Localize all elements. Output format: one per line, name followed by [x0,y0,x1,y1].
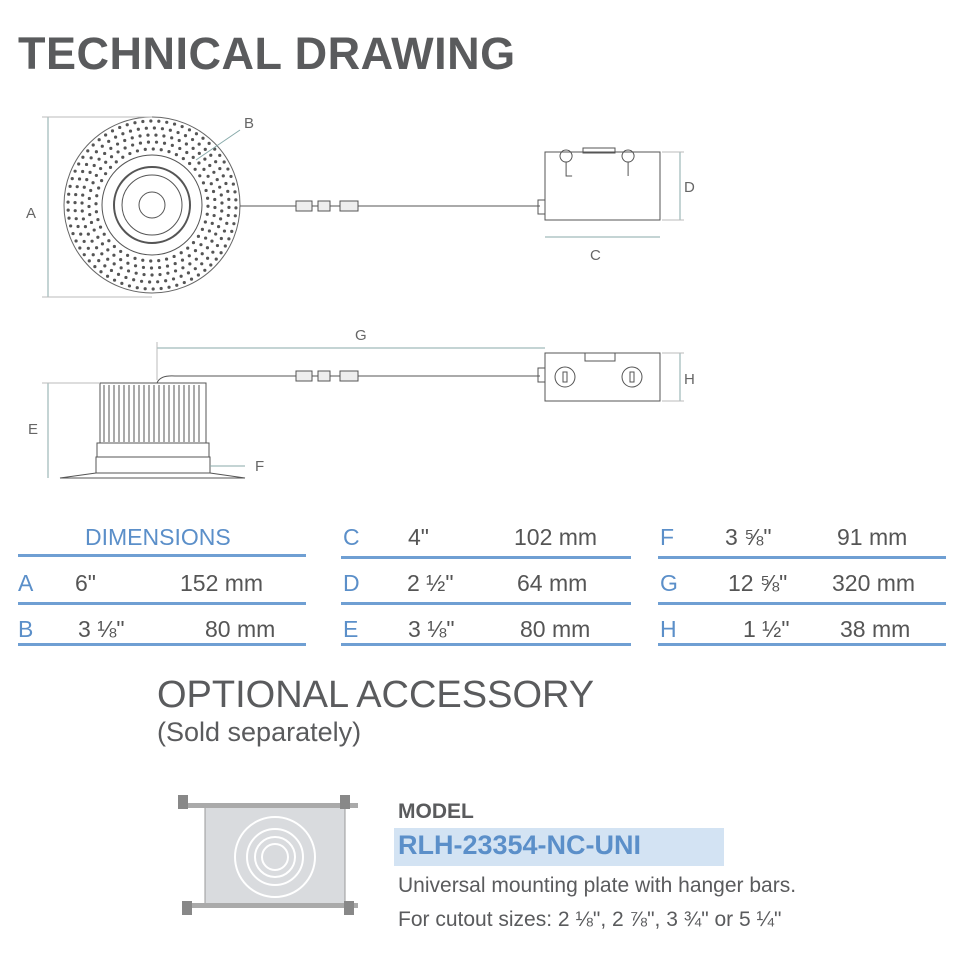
dimension-inches: 3 ⅛" [408,616,455,642]
dim-label-c: C [590,247,601,264]
dimension-mm: 64 mm [517,570,588,596]
dim-label-d: D [684,179,695,196]
accessory-title: OPTIONAL ACCESSORY [157,674,595,716]
mounting-plate-image [170,795,365,920]
accessory-description: Universal mounting plate with hanger bars. [398,874,797,897]
accessory-cutouts: For cutout sizes: 2 ⅛", 2 ⅞", 3 ¾" or 5 ¼" [398,908,782,931]
dim-label-g: G [355,327,367,344]
dimension-inches: 3 ⅝" [725,524,772,550]
model-label: MODEL [398,800,474,823]
dimension-key: C [343,524,360,550]
dimension-mm: 80 mm [205,616,276,642]
dimension-key: E [343,616,359,642]
dimension-inches: 2 ½" [407,570,454,596]
dimension-key: H [660,616,677,642]
technical-drawing [0,100,960,490]
dimension-mm: 320 mm [832,570,916,596]
dimension-inches: 6" [75,570,96,596]
page-title: TECHNICAL DRAWING [18,28,516,79]
dim-label-e: E [28,421,39,438]
dimensions-heading: DIMENSIONS [85,524,231,550]
dimension-mm: 102 mm [514,524,598,550]
junction-box-top-view [538,148,660,220]
dimension-key: G [660,570,678,596]
dim-label-h: H [684,371,695,388]
fixture-side-view [60,383,245,478]
dimension-key: A [18,570,34,596]
dimension-mm: 152 mm [180,570,264,596]
dimension-key: B [18,616,34,642]
dim-label-b: B [244,115,255,132]
fixture-top-view [64,117,240,293]
dimension-mm: 38 mm [840,616,911,642]
dim-label-f: F [255,458,265,475]
dimension-inches: 1 ½" [743,616,790,642]
junction-box-side-view [538,353,660,401]
accessory-subtitle: (Sold separately) [157,717,362,747]
dimension-inches: 4" [408,524,429,550]
dimension-mm: 80 mm [520,616,591,642]
dimension-mm: 91 mm [837,524,908,550]
dimension-key: F [660,524,675,550]
dimension-inches: 3 ⅛" [78,616,125,642]
dimension-inches: 12 ⅝" [728,570,788,596]
model-code: RLH-23354-NC-UNI [398,830,642,860]
dimension-key: D [343,570,360,596]
dim-label-a: A [26,205,37,222]
